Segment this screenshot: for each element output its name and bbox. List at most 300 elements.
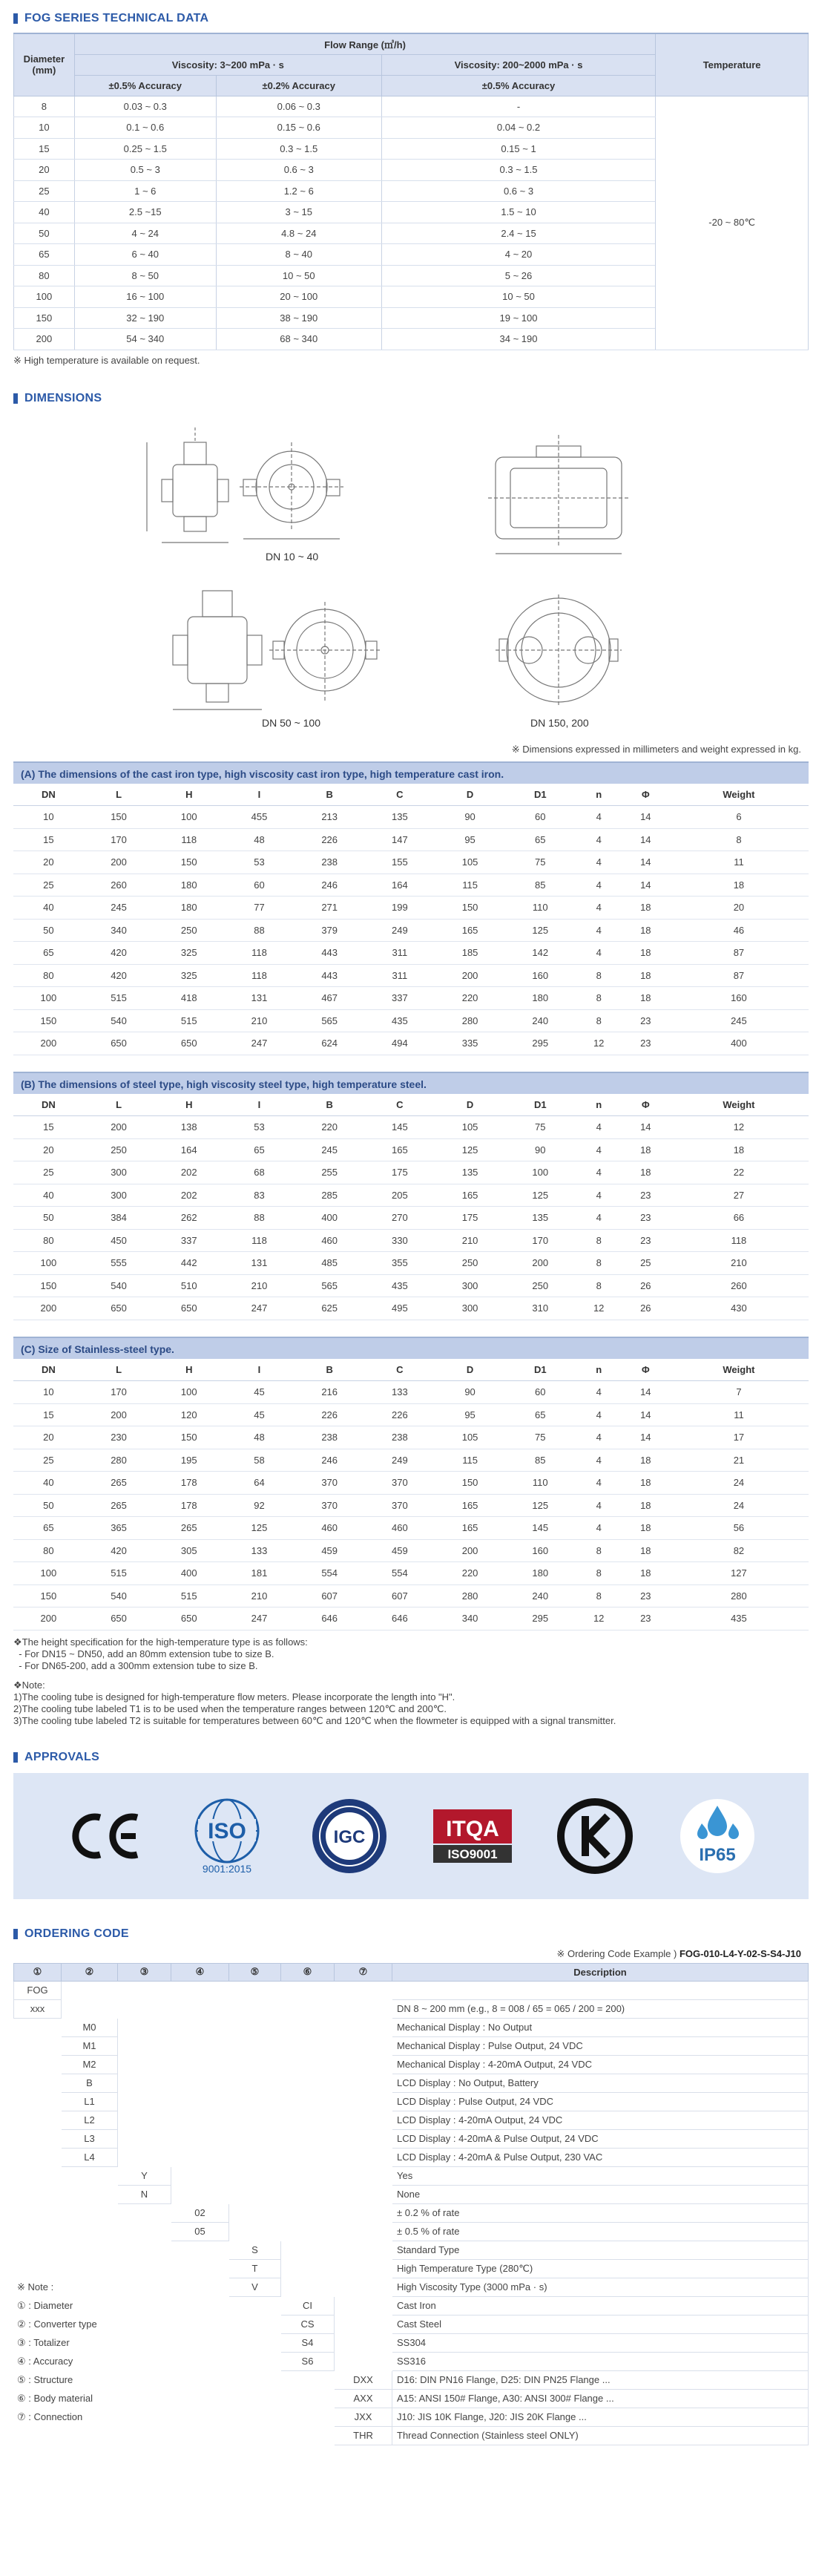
ce-logo [64,1795,145,1877]
table-cell: 48 [224,828,295,851]
table-cell: 110 [505,897,576,920]
svg-text:ITQA: ITQA [445,1816,499,1841]
column-header: I [224,1359,295,1381]
table-cell: 60 [505,806,576,829]
table-cell: 4 [576,942,622,965]
table-cell: 131 [224,987,295,1010]
ordering-desc: Cast Iron [392,2296,809,2315]
ordering-blank [335,2074,392,2092]
tech-cell: 20 ~ 100 [216,286,381,308]
tech-cell: 16 ~ 100 [74,286,216,308]
drawing-dn150-200-front [496,594,622,706]
table-cell: 18 [622,1562,669,1585]
table-cell: 494 [365,1032,435,1055]
table-cell: 325 [154,942,224,965]
ordering-row [14,2129,809,2148]
table-cell: 650 [154,1607,224,1631]
tech-cell: 10 ~ 50 [381,286,655,308]
table-cell: 18 [622,987,669,1010]
table-row [13,1381,809,1404]
table-cell: 249 [365,1449,435,1472]
ordering-row [14,2018,809,2036]
column-header: Φ [622,1359,669,1381]
table-b-header [13,1094,809,1116]
table-cell: 20 [13,851,84,874]
table-cell: 18 [622,942,669,965]
table-cell: 87 [669,942,809,965]
table-cell: 18 [622,1472,669,1495]
table-cell: 430 [669,1297,809,1320]
table-cell: 160 [669,987,809,1010]
column-header: Φ [622,1094,669,1116]
table-cell: 565 [295,1274,365,1297]
ordering-blank [118,2370,171,2389]
table-cell: 4 [576,1207,622,1230]
ordering-code: 02 [171,2203,229,2222]
ordering-blank [281,2203,335,2222]
table-cell: 280 [669,1584,809,1607]
table-cell: 142 [505,942,576,965]
tech-row [14,96,809,117]
drawing-dn150-200-top [488,435,629,554]
tech-cell: 20 [14,160,75,181]
table-row [13,1539,809,1562]
ordering-blank [281,2389,335,2408]
ordering-blank [281,2111,335,2129]
table-cell: 180 [154,897,224,920]
table-cell: 11 [669,851,809,874]
ordering-blank [171,1999,229,2018]
footnote-line: ❖Note: [13,1679,45,1691]
table-cell: 60 [505,1381,576,1404]
ordering-blank [281,2370,335,2389]
table-a-block [13,761,809,1055]
table-cell: 270 [365,1207,435,1230]
tech-cell: 38 ~ 190 [216,307,381,329]
table-cell: 400 [154,1562,224,1585]
ordering-row [14,1999,809,2018]
ordering-blank [229,2352,281,2370]
drawing-dn10-40-front [240,442,343,539]
ordering-blank [14,2148,62,2166]
table-cell: 18 [622,897,669,920]
table-row [13,1207,809,1230]
table-cell: 370 [295,1494,365,1517]
table-cell: 18 [622,1449,669,1472]
dimension-drawings [13,413,803,739]
table-cell: 210 [224,1584,295,1607]
ordering-blank [171,2315,229,2333]
table-cell: 68 [224,1161,295,1184]
column-header: D1 [505,784,576,806]
ordering-blank [14,2129,62,2148]
table-cell: 165 [365,1138,435,1161]
ordering-blank [281,2166,335,2185]
table-cell: 555 [84,1252,154,1275]
ordering-blank [335,2148,392,2166]
ordering-blank [14,2259,62,2278]
table-cell: 21 [669,1449,809,1472]
table-cell: 115 [435,874,505,897]
table-cell: 88 [224,1207,295,1230]
table-cell: 100 [13,1562,84,1585]
table-cell: 4 [576,828,622,851]
table-cell: 65 [13,942,84,965]
table-cell: 435 [365,1009,435,1032]
table-cell: 17 [669,1426,809,1449]
table-cell: 40 [13,897,84,920]
table-cell: 125 [505,1184,576,1207]
table-cell: 305 [154,1539,224,1562]
ordering-row [14,2148,809,2166]
ordering-blank [118,2389,171,2408]
caption-dn150-200: DN 150, 200 [530,716,589,729]
ordering-blank [281,2278,335,2296]
ordering-blank [335,2278,392,2296]
ordering-desc: LCD Display : 4-20mA & Pulse Output, 230 VAC [392,2148,809,2166]
table-cell: 210 [435,1229,505,1252]
ordering-col-header: ③ [118,1963,171,1981]
tech-section-title: FOG SERIES TECHNICAL DATA [13,10,809,27]
column-header: I [224,1094,295,1116]
ordering-col-header: ② [62,1963,118,1981]
ordering-row [14,2296,809,2315]
table-cell: 165 [435,1184,505,1207]
table-row [13,1009,809,1032]
ordering-desc: Mechanical Display : No Output [392,2018,809,2036]
ordering-blank [62,1981,118,1999]
table-cell: 650 [154,1032,224,1055]
tech-cell: 25 [14,180,75,202]
ordering-blank [62,2222,118,2241]
ordering-blank [62,2185,118,2203]
tech-cell: 0.15 ~ 1 [381,138,655,160]
ordering-blank [171,2166,229,2185]
column-header: DN [13,784,84,806]
tech-cell: 8 ~ 50 [74,265,216,286]
table-cell: 265 [154,1517,224,1540]
table-cell: 300 [435,1297,505,1320]
ordering-blank [335,2018,392,2036]
table-cell: 23 [622,1009,669,1032]
table-cell: 200 [84,1116,154,1139]
table-cell: 115 [435,1449,505,1472]
ordering-blank [229,2129,281,2148]
table-cell: 14 [622,1403,669,1426]
ordering-blank [335,2203,392,2222]
table-cell: 18 [622,964,669,987]
footnote-line: 3)The cooling tube labeled T2 is suitable for temperatures between 60℃ and 120℃ when the flowmeter is equipped with a signal transmitter. [13,1714,616,1726]
table-cell: 48 [224,1426,295,1449]
table-row [13,1403,809,1426]
table-cell: 435 [669,1607,809,1631]
iso-logo [186,1795,268,1877]
ordering-row [14,2315,809,2333]
svg-text:ISO: ISO [208,1818,246,1843]
tech-cell: 34 ~ 190 [381,329,655,350]
ordering-blank [118,2278,171,2296]
tech-cell: 0.06 ~ 0.3 [216,96,381,117]
table-cell: 370 [365,1494,435,1517]
table-cell: 23 [622,1032,669,1055]
ordering-legend: ⑥ : Body material [17,2392,93,2404]
table-cell: 450 [84,1229,154,1252]
ordering-desc: SS304 [392,2333,809,2352]
th-acc2: ±0.2% Accuracy [216,75,381,96]
table-cell: 435 [365,1274,435,1297]
table-cell: 83 [224,1184,295,1207]
ordering-blank [335,2296,392,2315]
table-cell: 418 [154,987,224,1010]
approvals-section-title: APPROVALS [13,1749,809,1766]
table-cell: 25 [622,1252,669,1275]
ordering-blank [335,1999,392,2018]
ordering-blank [62,2241,118,2259]
ordering-code: L3 [62,2129,118,2148]
table-cell: 18 [622,1539,669,1562]
ordering-blank [335,2129,392,2148]
table-b-title: (B) The dimensions of steel type, high viscosity steel type, high temperature steel. [13,1072,809,1094]
ordering-blank [335,2352,392,2370]
ordering-blank [229,2408,281,2426]
ordering-col-header: ④ [171,1963,229,1981]
table-cell: 650 [154,1297,224,1320]
ordering-row [14,2352,809,2370]
tech-cell: 0.3 ~ 1.5 [381,160,655,181]
table-cell: 202 [154,1161,224,1184]
ordering-blank [229,1999,281,2018]
dimension-drawings-svg [13,413,803,739]
table-cell: 540 [84,1584,154,1607]
table-cell: 155 [365,851,435,874]
ordering-row [14,2036,809,2055]
table-cell: 650 [84,1032,154,1055]
table-cell: 127 [669,1562,809,1585]
ordering-blank [14,2185,62,2203]
table-cell: 554 [295,1562,365,1585]
ordering-blank [62,1999,118,2018]
table-cell: 495 [365,1297,435,1320]
tech-cell: 1.2 ~ 6 [216,180,381,202]
table-cell: 118 [224,1229,295,1252]
table-cell: 50 [13,1494,84,1517]
ordering-code: T [229,2259,281,2278]
ordering-blank [118,2203,171,2222]
table-cell: 125 [224,1517,295,1540]
column-header: D [435,1094,505,1116]
ordering-blank [335,2241,392,2259]
ordering-blank [171,2296,229,2315]
footnote-line [13,1672,809,1679]
table-cell: 8 [576,1539,622,1562]
svg-text:9001:2015: 9001:2015 [202,1862,252,1875]
table-cell: 4 [576,1472,622,1495]
ordering-blank [118,2055,171,2074]
ordering-blank [62,2166,118,2185]
ordering-row [14,2111,809,2129]
table-cell: 170 [84,828,154,851]
tech-cell: 0.6 ~ 3 [381,180,655,202]
ordering-row [14,2408,809,2426]
table-cell: 246 [295,1449,365,1472]
ordering-code: M2 [62,2055,118,2074]
table-cell: 370 [295,1472,365,1495]
ordering-code: M1 [62,2036,118,2055]
table-cell: 295 [505,1607,576,1631]
ordering-row [14,2222,809,2241]
table-cell: 442 [154,1252,224,1275]
tech-cell: 80 [14,265,75,286]
table-cell: 100 [505,1161,576,1184]
ordering-blank [335,2036,392,2055]
table-cell: 226 [295,828,365,851]
ordering-blank [335,2315,392,2333]
footnote-line: 2)The cooling tube labeled T1 is to be used when the temperature ranges between 120℃ and 200℃. [13,1702,447,1714]
table-cell: 64 [224,1472,295,1495]
ordering-blank [281,2148,335,2166]
table-cell: 178 [154,1472,224,1495]
column-header: D1 [505,1094,576,1116]
table-cell: 15 [13,1116,84,1139]
table-cell: 230 [84,1426,154,1449]
table-cell: 4 [576,1494,622,1517]
caption-dn50-100: DN 50 ~ 100 [262,716,320,729]
table-row [13,1252,809,1275]
table-cell: 337 [365,987,435,1010]
ordering-blank [118,2092,171,2111]
table-row [13,919,809,942]
table-cell: 220 [295,1116,365,1139]
table-row [13,987,809,1010]
temperature-cell: -20 ~ 80℃ [656,96,809,350]
ordering-desc: Thread Connection (Stainless steel ONLY) [392,2426,809,2445]
ordering-blank [171,2129,229,2148]
column-header: n [576,1094,622,1116]
ordering-code: L1 [62,2092,118,2111]
table-cell: 85 [505,1449,576,1472]
table-cell: 265 [84,1472,154,1495]
table-c [13,1359,809,1631]
table-cell: 262 [154,1207,224,1230]
ordering-blank [335,2222,392,2241]
ordering-blank [118,2241,171,2259]
svg-text:IP65: IP65 [699,1844,736,1865]
table-cell: 220 [435,987,505,1010]
tech-cell: 4 ~ 24 [74,223,216,244]
ordering-blank [335,2259,392,2278]
table-cell: 10 [13,1381,84,1404]
table-cell: 8 [576,987,622,1010]
table-c-title: (C) Size of Stainless-steel type. [13,1337,809,1359]
table-cell: 100 [13,987,84,1010]
column-header: Weight [669,1359,809,1381]
ordering-blank [229,2111,281,2129]
dimensions-section-title: DIMENSIONS [13,390,809,407]
caption-dn10-40: DN 10 ~ 40 [266,550,319,563]
ordering-blank [14,2036,62,2055]
table-cell: 66 [669,1207,809,1230]
tech-cell: 150 [14,307,75,329]
table-cell: 260 [84,874,154,897]
column-header: Φ [622,784,669,806]
table-cell: 170 [505,1229,576,1252]
table-cell: 200 [84,1403,154,1426]
table-cell: 118 [154,828,224,851]
table-cell: 165 [435,1494,505,1517]
ordering-blank [281,1981,335,1999]
ordering-desc: High Viscosity Type (3000 mPa · s) [392,2278,809,2296]
table-cell: 20 [13,1426,84,1449]
ordering-row [14,2426,809,2445]
table-cell: 199 [365,897,435,920]
table-cell: 18 [669,1138,809,1161]
table-cell: 125 [435,1138,505,1161]
drawing-dn50-100-front [269,602,381,702]
table-cell: 330 [365,1229,435,1252]
table-cell: 40 [13,1184,84,1207]
table-cell: 105 [435,1426,505,1449]
ordering-blank [118,2296,171,2315]
table-row [13,1562,809,1585]
table-cell: 280 [84,1449,154,1472]
ordering-code: V [229,2278,281,2296]
table-cell: 58 [224,1449,295,1472]
ordering-fog-cell: FOG [14,1981,62,1999]
ordering-code: THR [335,2426,392,2445]
table-cell: 118 [224,964,295,987]
tech-cell: 5 ~ 26 [381,265,655,286]
table-cell: 265 [84,1494,154,1517]
table-cell: 200 [435,964,505,987]
table-cell: 195 [154,1449,224,1472]
ordering-desc: DN 8 ~ 200 mm (e.g., 8 = 008 / 65 = 065 / 200 = 200) [392,1999,809,2018]
table-cell: 18 [669,874,809,897]
table-cell: 22 [669,1161,809,1184]
table-cell: 18 [622,919,669,942]
column-header: DN [13,1359,84,1381]
table-cell: 226 [295,1403,365,1426]
table-a [13,784,809,1055]
table-cell: 24 [669,1472,809,1495]
ordering-blank [229,2222,281,2241]
table-cell: 14 [622,1426,669,1449]
table-cell: 25 [13,874,84,897]
th-acc3: ±0.5% Accuracy [381,75,655,96]
table-row [13,1274,809,1297]
table-cell: 10 [13,806,84,829]
table-cell: 80 [13,964,84,987]
ordering-blank [14,2074,62,2092]
ordering-desc: LCD Display : 4-20mA & Pulse Output, 24 VDC [392,2129,809,2148]
table-cell: 4 [576,806,622,829]
ordering-row [14,2166,809,2185]
ordering-blank [118,2222,171,2241]
ordering-blank [229,1981,281,1999]
table-row [13,1184,809,1207]
table-cell: 80 [13,1539,84,1562]
table-cell: 40 [13,1472,84,1495]
ordering-blank [118,2074,171,2092]
table-cell: 216 [295,1381,365,1404]
table-row [13,1161,809,1184]
table-cell: 150 [13,1274,84,1297]
table-cell: 20 [669,897,809,920]
table-cell: 220 [435,1562,505,1585]
footnote-line: - For DN65-200, add a 300mm extension tube to size B. [13,1659,258,1671]
ordering-blank [171,1981,229,1999]
drawing-dn50-100-side [173,591,262,709]
table-c-block [13,1337,809,1631]
